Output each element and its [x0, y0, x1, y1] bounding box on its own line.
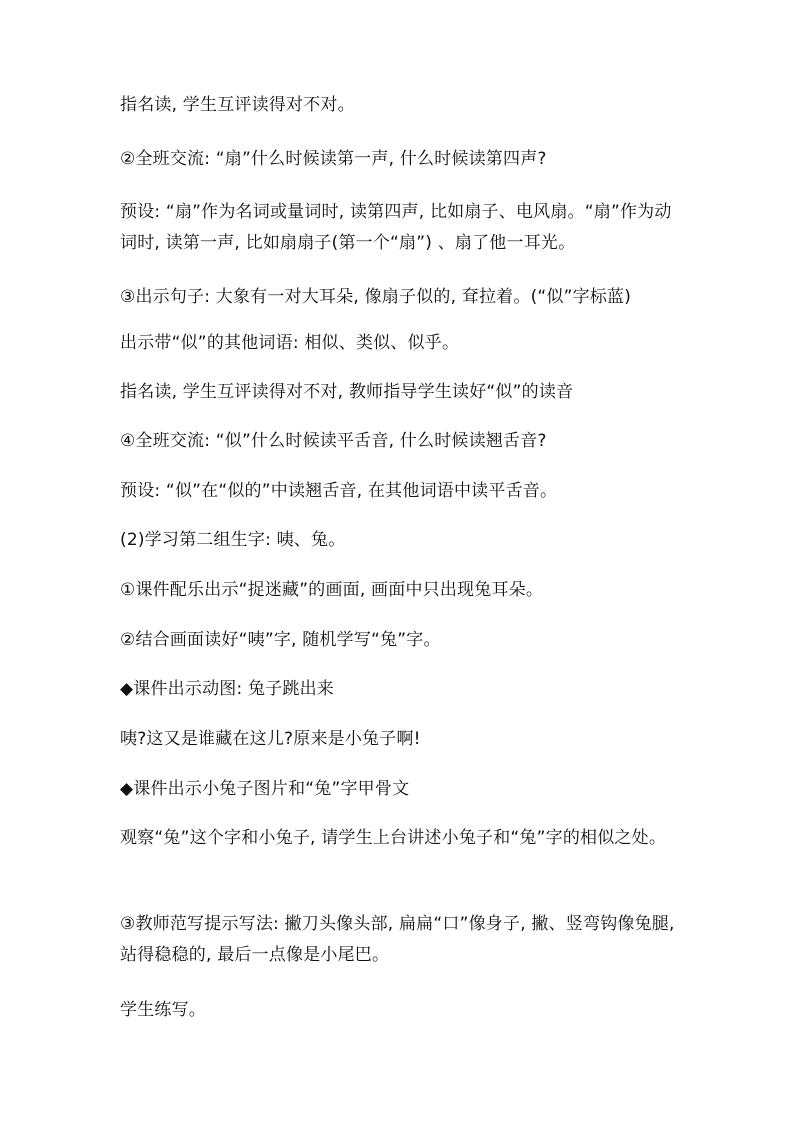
paragraph-16: ③教师范写提示写法: 撇刀头像头部, 扁扁“口”像身子, 撇、竖弯钩像兔腿, 站得稳稳的, 最后一点像是小尾巴。 — [120, 914, 681, 965]
paragraph-4: ③出示句子: 大象有一对大耳朵, 像扇子似的, 耷拉着。(“似”字标蓝) — [120, 287, 632, 307]
paragraph-3: 预设: “扇”作为名词或量词时, 读第四声, 比如扇子、电风扇。“扇”作为动词时, 读第一声, 比如扇扇子(第一个“扇”) 、扇了他一耳光。 — [120, 202, 672, 253]
paragraph-7: ④全班交流: “似”什么时候读平舌音, 什么时候读翘舌音? — [120, 431, 547, 451]
paragraph-15: 观察“兔”这个字和小兔子, 请学生上台讲述小兔子和“兔”字的相似之处。 — [120, 828, 667, 848]
paragraph-12: ◆课件出示动图: 兔子跳出来 — [120, 679, 335, 699]
paragraph-6: 指名读, 学生互评读得对不对, 教师指导学生读好“似”的读音 — [120, 382, 574, 402]
paragraph-5: 出示带“似”的其他词语: 相似、类似、似乎。 — [120, 333, 460, 353]
paragraph-8: 预设: “似”在“似的”中读翘舌音, 在其他词语中读平舌音。 — [120, 481, 558, 501]
paragraph-13: 咦?这又是谁藏在这儿?原来是小兔子啊! — [120, 729, 421, 749]
paragraph-2: ②全班交流: “扇”什么时候读第一声, 什么时候读第四声? — [120, 149, 547, 169]
paragraph-11: ②结合画面读好“咦”字, 随机学写“兔”字。 — [120, 630, 441, 650]
paragraph-10: ①课件配乐出示“捉迷藏”的画面, 画面中只出现兔耳朵。 — [120, 580, 544, 600]
paragraph-9: (2)学习第二组生字: 咦、兔。 — [120, 530, 346, 550]
paragraph-14: ◆课件出示小兔子图片和“兔”字甲骨文 — [120, 779, 410, 799]
paragraph-1: 指名读, 学生互评读得对不对。 — [120, 95, 355, 115]
paragraph-17: 学生练写。 — [120, 1000, 206, 1020]
